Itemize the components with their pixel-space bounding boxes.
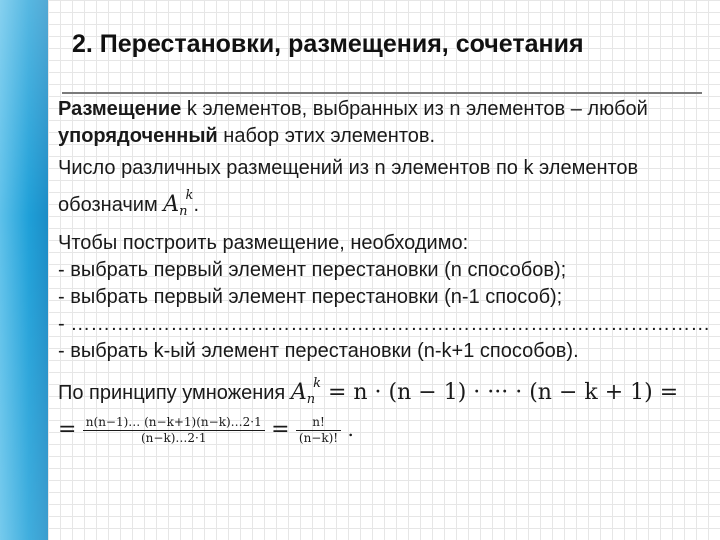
formula-period: . [347, 417, 354, 441]
definition-text-1: k элементов, выбранных из n элементов – любой [181, 98, 648, 120]
formula-product: = n · (n − 1) · ··· · (n − k + 1) = [320, 380, 679, 405]
fraction-1-numerator: n(n−1)… (n−k+1)(n−k)…2·1 [85, 415, 262, 429]
fraction-1-denominator: (n−k)…2·1 [83, 430, 265, 446]
steps-line-3: - выбрать первый элемент перестановки (n-1 способ); [58, 286, 563, 308]
formula-subscript: n [306, 392, 316, 407]
steps-line-4: - …………………………………………………………………………………… [58, 313, 711, 335]
fraction-2 [296, 415, 341, 446]
symbol-A: A [163, 192, 180, 217]
symbol-superscript: k [185, 188, 194, 203]
equals-sign-1: = [58, 417, 77, 442]
notation-line-1: Число различных размещений из n элементов по k элементов [58, 157, 639, 179]
notation-period: . [193, 194, 199, 216]
band-gradient [0, 0, 48, 540]
product-rule-text: По принципу умножения [58, 382, 291, 404]
product-rule-line [58, 370, 708, 413]
fraction-2-denominator: (n−k)! [296, 430, 341, 446]
notation-text: обозначим [58, 194, 164, 216]
slide-body [58, 96, 711, 446]
definition-text-2: набор этих элементов. [217, 125, 436, 147]
symbol-subscript: n [179, 204, 188, 219]
term-ordered: упорядоченный [58, 125, 218, 147]
steps-line-5: - выбрать k-ый элемент перестановки (n-k+1 способов). [58, 340, 579, 362]
formula-superscript: k [313, 376, 321, 391]
title-divider [62, 92, 702, 94]
definition-line-1 [58, 96, 708, 123]
notation-line-2 [58, 182, 708, 225]
steps-line-1: Чтобы построить размещение, необходимо: [58, 232, 469, 254]
steps-line-2: - выбрать первый элемент перестановки (n способов); [58, 259, 567, 281]
equals-sign-2: = [271, 417, 290, 442]
fraction-line [58, 415, 708, 446]
term-arrangement: Размещение [58, 98, 182, 120]
fraction-1 [83, 415, 265, 446]
fraction-2-numerator: n! [312, 415, 325, 429]
slide-title: 2. Перестановки, размещения, сочетания [72, 30, 584, 58]
formula-symbol-A: A [290, 380, 307, 405]
left-decorative-band [0, 0, 48, 540]
definition-line-2 [58, 123, 708, 150]
